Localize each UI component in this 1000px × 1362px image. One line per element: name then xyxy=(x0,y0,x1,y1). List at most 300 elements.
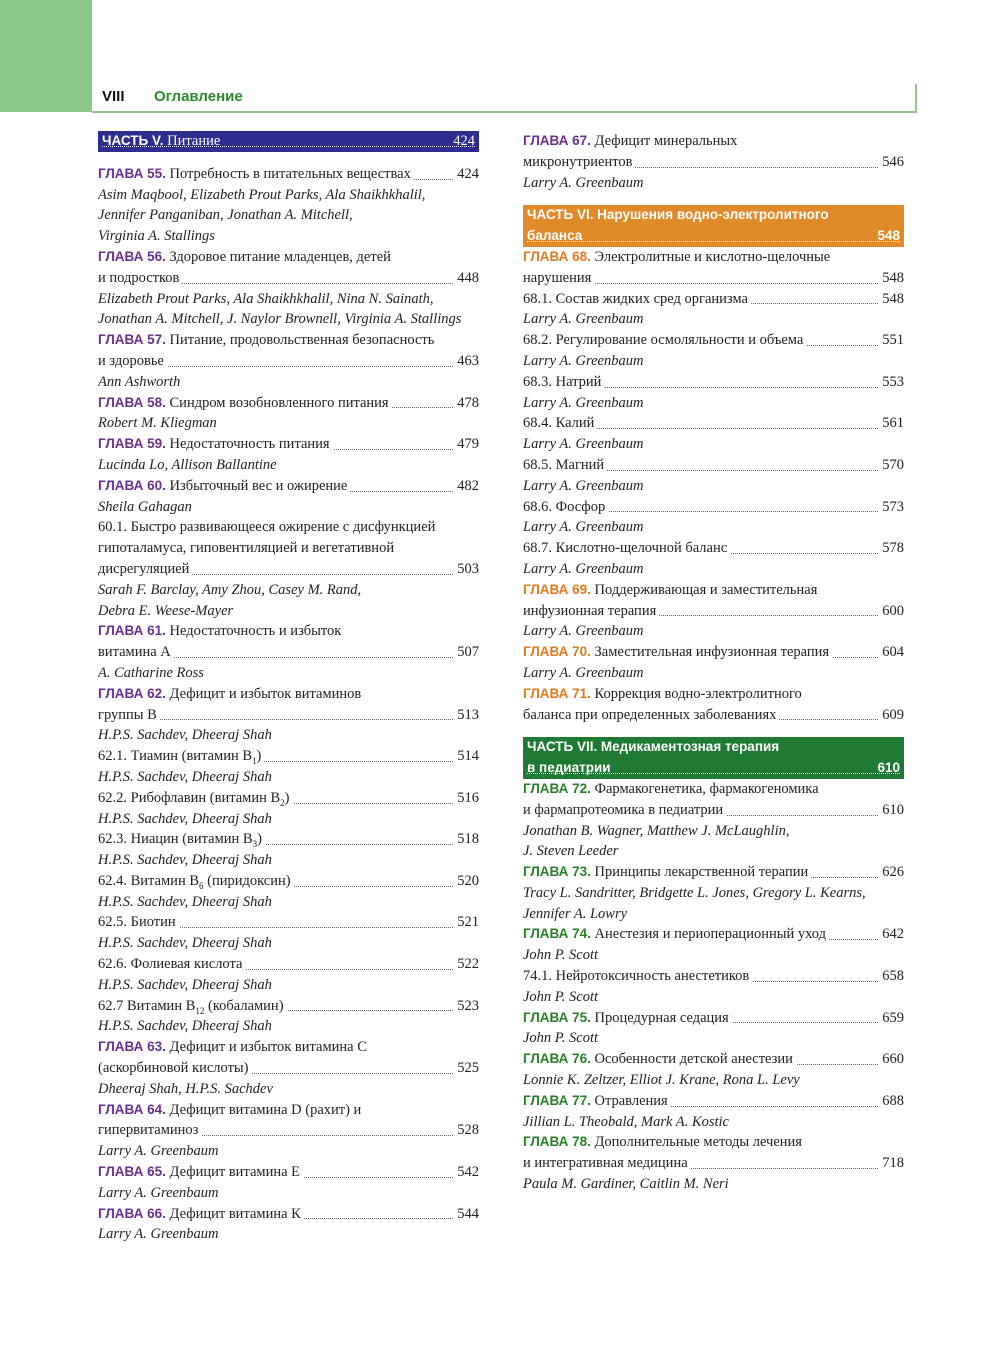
chapter-number: ГЛАВА 75. xyxy=(523,1009,591,1025)
toc-entry[interactable] xyxy=(523,497,904,518)
entry-title: Особенности детской анестезии xyxy=(594,1051,793,1068)
page-number: 518 xyxy=(454,829,479,850)
author-line xyxy=(523,821,904,842)
entry-title-cont: (пиридоксин) xyxy=(203,872,291,889)
entry-title: микронутриентов xyxy=(523,153,633,170)
entry-text xyxy=(98,436,333,452)
part-label: ЧАСТЬ VII. xyxy=(527,739,598,755)
toc-entry[interactable] xyxy=(523,1049,904,1070)
page-number: 642 xyxy=(879,924,904,945)
toc-entry[interactable] xyxy=(98,1204,479,1225)
toc-entry[interactable] xyxy=(523,538,904,559)
entry-text xyxy=(523,374,604,390)
toc-entry[interactable] xyxy=(98,330,479,351)
chapter-number: ГЛАВА 66. xyxy=(98,1205,166,1221)
entry-text xyxy=(98,332,437,348)
part-title-line xyxy=(527,205,900,226)
entry-title: 62.1. Тиамин (витамин В xyxy=(98,748,253,765)
entry-text xyxy=(98,249,394,265)
part-title xyxy=(102,133,223,149)
entry-text xyxy=(98,686,364,702)
entry-text xyxy=(98,623,344,639)
toc-entry[interactable] xyxy=(98,1120,479,1141)
toc-entry[interactable] xyxy=(523,800,904,821)
toc-entry[interactable] xyxy=(98,393,479,414)
author-line xyxy=(523,663,904,684)
entry-title: Поддерживающая и заместительная xyxy=(594,581,818,598)
entry-title-cont: ) xyxy=(256,748,262,765)
entry-title: 68.1. Состав жидких сред организма xyxy=(523,290,748,307)
toc-entry[interactable] xyxy=(98,1100,479,1121)
author-names: Larry A. Greenbaum xyxy=(523,519,646,535)
toc-entry[interactable] xyxy=(98,1162,479,1183)
toc-entry[interactable] xyxy=(98,164,479,185)
author-line xyxy=(523,904,904,925)
toc-entry[interactable] xyxy=(523,247,904,268)
chapter-number: ГЛАВА 67. xyxy=(523,133,591,148)
part-title-cont xyxy=(527,760,614,776)
spacer xyxy=(523,193,904,205)
page-number: VIII xyxy=(102,88,125,105)
page-number: 546 xyxy=(879,152,904,173)
author-names: Jonathan B. Wagner, Matthew J. McLaughlin, xyxy=(523,823,792,839)
entry-text xyxy=(523,864,811,880)
entry-text xyxy=(98,1122,201,1138)
author-line xyxy=(98,580,479,601)
page-number: 482 xyxy=(454,476,479,497)
toc-entry[interactable] xyxy=(98,788,479,809)
toc-entry[interactable] xyxy=(523,642,904,663)
entry-text xyxy=(523,582,820,598)
toc-entry[interactable] xyxy=(98,268,479,289)
page-number: 688 xyxy=(879,1091,904,1112)
author-line xyxy=(98,309,479,330)
page-number: 659 xyxy=(879,1008,904,1029)
part-name: Медикаментозная терапия xyxy=(600,739,780,755)
page-number: 553 xyxy=(879,372,904,393)
entry-title: Электролитные и кислотно-щелочные xyxy=(594,248,831,265)
author-line xyxy=(98,975,479,996)
entry-text xyxy=(98,1164,303,1180)
author-line xyxy=(523,883,904,904)
page-number: 424 xyxy=(454,164,479,185)
author-names: Larry A. Greenbaum xyxy=(98,1185,221,1201)
entry-title: 68.6. Фосфор xyxy=(523,498,606,515)
author-names: Larry A. Greenbaum xyxy=(523,623,646,639)
entry-title-cont: ) xyxy=(284,789,290,806)
author-line xyxy=(523,393,904,414)
author-line xyxy=(523,309,904,330)
page-number: 660 xyxy=(879,1049,904,1070)
author-names: Lucinda Lo, Allison Ballantine xyxy=(98,457,280,473)
page-number: 561 xyxy=(879,413,904,434)
part-header[interactable] xyxy=(523,737,904,779)
chapter-number: ГЛАВА 71. xyxy=(523,685,591,701)
toc-entry[interactable] xyxy=(98,1037,479,1058)
part-header[interactable] xyxy=(98,131,479,152)
author-line xyxy=(98,413,479,434)
author-names: Ann Ashworth xyxy=(98,374,183,390)
toc-entry[interactable] xyxy=(523,580,904,601)
author-line xyxy=(98,1224,479,1245)
author-line xyxy=(98,601,479,622)
entry-title: и здоровье xyxy=(98,352,164,369)
chapter-number: ГЛАВА 62. xyxy=(98,685,166,701)
entry-text xyxy=(523,540,730,556)
toc-entry[interactable] xyxy=(523,131,904,152)
chapter-number: ГЛАВА 58. xyxy=(98,394,166,410)
page-number: 578 xyxy=(879,538,904,559)
toc-entry[interactable] xyxy=(523,684,904,705)
entry-title: Фармакогенетика, фармакогеномика xyxy=(594,780,819,797)
chapter-number: ГЛАВА 60. xyxy=(98,477,166,493)
page-number: 478 xyxy=(454,393,479,414)
entry-text xyxy=(98,270,182,286)
entry-text xyxy=(98,998,287,1014)
page-number: 503 xyxy=(454,559,479,580)
author-names: H.P.S. Sachdev, Dheeraj Shah xyxy=(98,811,275,827)
toc-entry[interactable] xyxy=(523,330,904,351)
toc-entry[interactable] xyxy=(98,954,479,975)
author-names: Larry A. Greenbaum xyxy=(523,478,646,494)
author-names: Larry A. Greenbaum xyxy=(98,1143,221,1159)
author-names: Larry A. Greenbaum xyxy=(523,311,646,327)
author-line xyxy=(98,455,479,476)
entry-text xyxy=(98,166,414,182)
author-names: Larry A. Greenbaum xyxy=(523,561,646,577)
author-names: H.P.S. Sachdev, Dheeraj Shah xyxy=(98,852,275,868)
page-number: 570 xyxy=(879,455,904,476)
toc-entry[interactable] xyxy=(523,924,904,945)
author-names: H.P.S. Sachdev, Dheeraj Shah xyxy=(98,935,275,951)
entry-title: группы В xyxy=(98,706,157,723)
entry-title: 68.7. Кислотно-щелочной баланс xyxy=(523,540,728,557)
green-corner-tab xyxy=(0,0,92,112)
chapter-number: ГЛАВА 56. xyxy=(98,248,166,264)
toc-entry[interactable] xyxy=(98,996,479,1017)
part-title xyxy=(527,207,832,223)
entry-title: Заместительная инфузионная терапия xyxy=(594,644,830,661)
toc-entry[interactable] xyxy=(523,966,904,987)
entry-title: 68.2. Регулирование осмоляльности и объема xyxy=(523,332,804,349)
toc-entry[interactable] xyxy=(98,434,479,455)
entry-text xyxy=(523,1010,732,1026)
part-title xyxy=(527,739,782,755)
toc-entry[interactable] xyxy=(523,1091,904,1112)
entry-title: Избыточный вес и ожирение xyxy=(169,477,348,494)
author-line xyxy=(523,173,904,194)
entry-title: (аскорбиновой кислоты) xyxy=(98,1060,249,1077)
author-names: John P. Scott xyxy=(523,1030,601,1046)
author-names: A. Catharine Ross xyxy=(98,665,207,681)
toc-column-right xyxy=(523,131,904,1195)
entry-text xyxy=(98,1206,304,1222)
entry-title: 68.5. Магний xyxy=(523,456,605,473)
toc-entry[interactable] xyxy=(98,621,479,642)
part-header[interactable] xyxy=(523,205,904,247)
entry-title: 68.4. Калий xyxy=(523,415,595,432)
author-line xyxy=(98,497,479,518)
part-page: 424 xyxy=(453,133,475,149)
author-line xyxy=(98,226,479,247)
author-names: Larry A. Greenbaum xyxy=(523,395,646,411)
author-names: Jillian L. Theobald, Mark A. Kostic xyxy=(523,1114,732,1130)
part-page: 610 xyxy=(877,760,900,776)
part-title-cont xyxy=(527,228,585,244)
author-names: Larry A. Greenbaum xyxy=(523,175,646,191)
toc-entry[interactable] xyxy=(98,351,479,372)
part-title-line xyxy=(102,131,475,152)
entry-text xyxy=(98,395,392,411)
entry-text xyxy=(98,707,160,723)
part-page: 548 xyxy=(877,228,900,244)
author-line xyxy=(98,1079,479,1100)
entry-text xyxy=(523,249,833,265)
entry-title: гипервитаминоз xyxy=(98,1122,199,1139)
entry-title: Процедурная седация xyxy=(594,1009,729,1026)
author-line xyxy=(98,1016,479,1037)
author-names: John P. Scott xyxy=(523,947,601,963)
page-number: 528 xyxy=(454,1120,479,1141)
entry-text xyxy=(523,1093,671,1109)
subscript: 3 xyxy=(252,839,258,850)
author-names: H.P.S. Sachdev, Dheeraj Shah xyxy=(98,1018,275,1034)
entry-text xyxy=(98,790,293,806)
toc-entry[interactable] xyxy=(523,601,904,622)
entry-text xyxy=(98,478,350,494)
toc-entry[interactable] xyxy=(98,684,479,705)
author-names: Paula M. Gardiner, Caitlin M. Neri xyxy=(523,1176,732,1192)
chapter-number: ГЛАВА 68. xyxy=(523,248,591,264)
entry-text xyxy=(98,914,179,930)
toc-entry[interactable] xyxy=(523,862,904,883)
entry-text xyxy=(98,540,397,556)
author-names: Tracy L. Sandritter, Bridgette L. Jones, Gregory L. Kearns, xyxy=(523,885,869,901)
entry-title: 62.2. Рибофлавин (витамин В xyxy=(98,789,281,806)
toc-entry[interactable] xyxy=(523,289,904,310)
author-names: Larry A. Greenbaum xyxy=(523,436,646,452)
entry-text xyxy=(98,956,245,972)
part-title-line xyxy=(527,226,900,247)
toc-entry[interactable] xyxy=(98,476,479,497)
author-names: H.P.S. Sachdev, Dheeraj Shah xyxy=(98,977,275,993)
entry-text xyxy=(523,332,806,348)
toc-entry[interactable] xyxy=(98,912,479,933)
toc-entry[interactable] xyxy=(98,871,479,892)
author-names: Sarah F. Barclay, Amy Zhou, Casey M. Rand, xyxy=(98,582,364,598)
toc-entry[interactable] xyxy=(98,559,479,580)
part-title-line xyxy=(527,737,900,758)
author-line xyxy=(98,725,479,746)
author-line xyxy=(523,1028,904,1049)
entry-text xyxy=(523,926,829,942)
entry-text xyxy=(523,1134,805,1150)
author-names: Dheeraj Shah, H.P.S. Sachdev xyxy=(98,1081,276,1097)
author-line xyxy=(98,663,479,684)
author-names: H.P.S. Sachdev, Dheeraj Shah xyxy=(98,769,275,785)
entry-text xyxy=(523,644,832,660)
author-line xyxy=(98,1141,479,1162)
entry-text xyxy=(523,802,726,818)
chapter-number: ГЛАВА 55. xyxy=(98,165,166,181)
entry-title: баланса при определенных заболеваниях xyxy=(523,706,777,723)
entry-title: Недостаточность и избыток xyxy=(169,623,342,640)
author-line xyxy=(523,1070,904,1091)
chapter-number: ГЛАВА 69. xyxy=(523,581,591,597)
chapter-number: ГЛАВА 61. xyxy=(98,623,166,639)
page-number: 548 xyxy=(879,289,904,310)
author-line xyxy=(98,185,479,206)
author-line xyxy=(523,351,904,372)
entry-title: Синдром возобновленного питания xyxy=(169,394,389,411)
entry-title: 62.6. Фолиевая кислота xyxy=(98,956,243,973)
entry-text xyxy=(523,781,822,797)
entry-title: 62.4. Витамин В xyxy=(98,872,199,889)
subscript: 6 xyxy=(199,880,204,891)
page-number: 548 xyxy=(879,268,904,289)
part-name: Нарушения водно-электролитного xyxy=(597,207,829,223)
entry-text xyxy=(523,457,607,473)
entry-text xyxy=(523,270,594,286)
author-line xyxy=(523,1174,904,1195)
chapter-number: ГЛАВА 64. xyxy=(98,1101,166,1117)
entry-title: и фармапротеомика в педиатрии xyxy=(523,801,724,818)
page-number: 522 xyxy=(454,954,479,975)
entry-text xyxy=(523,1051,796,1067)
entry-title: Дефицит и избыток витаминов xyxy=(169,685,362,702)
toc-entry[interactable] xyxy=(98,705,479,726)
toc-entry[interactable] xyxy=(98,247,479,268)
author-names: H.P.S. Sachdev, Dheeraj Shah xyxy=(98,894,275,910)
toc-entry[interactable] xyxy=(98,746,479,767)
chapter-number: ГЛАВА 78. xyxy=(523,1134,591,1150)
toc-entry[interactable] xyxy=(523,779,904,800)
entry-title: Потребность в питательных веществах xyxy=(169,165,411,182)
page-number: 516 xyxy=(454,788,479,809)
toc-column-left xyxy=(98,131,479,1245)
entry-title: дисрегуляцией xyxy=(98,560,190,577)
part-label: ЧАСТЬ VI. xyxy=(527,207,594,223)
entry-title: Дефицит витамина Е xyxy=(169,1164,301,1181)
entry-title: Коррекция водно-электролитного xyxy=(594,685,802,702)
page-number: 523 xyxy=(454,996,479,1017)
author-line xyxy=(98,372,479,393)
entry-text xyxy=(98,1039,370,1055)
spacer xyxy=(523,725,904,737)
toc-entry[interactable] xyxy=(523,455,904,476)
author-line xyxy=(98,850,479,871)
chapter-number: ГЛАВА 77. xyxy=(523,1092,591,1108)
entry-title: 68.3. Натрий xyxy=(523,373,602,390)
entry-title: Дефицит минеральных xyxy=(594,133,738,149)
page-number: 658 xyxy=(879,966,904,987)
part-name-cont: баланса xyxy=(527,228,583,244)
author-line xyxy=(523,476,904,497)
author-line xyxy=(523,841,904,862)
page-header xyxy=(92,84,917,113)
entry-title: 74.1. Нейротоксичность анестетиков xyxy=(523,968,750,985)
author-names: H.P.S. Sachdev, Dheeraj Shah xyxy=(98,727,275,743)
entry-title: нарушения xyxy=(523,269,592,286)
page-number: 463 xyxy=(454,351,479,372)
subscript: 12 xyxy=(195,1005,205,1016)
author-line xyxy=(98,205,479,226)
part-title-line xyxy=(527,758,900,779)
toc-entry[interactable] xyxy=(98,538,479,559)
entry-text xyxy=(523,707,779,723)
toc-entry[interactable] xyxy=(523,372,904,393)
entry-title: Здоровое питание младенцев, детей xyxy=(169,248,391,265)
toc-entry[interactable] xyxy=(98,642,479,663)
entry-text xyxy=(523,1155,691,1171)
author-line xyxy=(523,945,904,966)
page-number: 513 xyxy=(454,705,479,726)
page-number: 604 xyxy=(879,642,904,663)
page-number: 626 xyxy=(879,862,904,883)
entry-title: гипоталамуса, гиповентиляцией и вегетативной xyxy=(98,540,395,557)
author-line xyxy=(98,1183,479,1204)
author-names: Jennifer A. Lowry xyxy=(523,906,630,922)
entry-title: витамина А xyxy=(98,644,171,661)
entry-title: 60.1. Быстро развивающееся ожирение с дисфункцией xyxy=(98,519,436,536)
chapter-number: ГЛАВА 70. xyxy=(523,644,591,660)
entry-text xyxy=(98,353,167,369)
toc-entry[interactable] xyxy=(98,1058,479,1079)
toc-entry[interactable] xyxy=(523,152,904,173)
toc-entry[interactable] xyxy=(98,517,479,538)
page-number: 520 xyxy=(454,871,479,892)
toc-entry[interactable] xyxy=(523,1132,904,1153)
toc-entry[interactable] xyxy=(523,1008,904,1029)
entry-title: инфузионная терапия xyxy=(523,602,657,619)
author-line xyxy=(98,289,479,310)
toc-entry[interactable] xyxy=(523,413,904,434)
author-names: Robert M. Kliegman xyxy=(98,415,220,431)
page-number: 573 xyxy=(879,497,904,518)
entry-text xyxy=(523,686,805,702)
entry-text xyxy=(98,644,174,660)
author-line xyxy=(523,1112,904,1133)
entry-title-cont: ) xyxy=(257,831,262,848)
entry-text xyxy=(523,154,635,170)
entry-text xyxy=(523,499,608,515)
entry-title: Анестезия и периоперационный уход xyxy=(594,926,827,943)
author-names: J. Steven Leeder xyxy=(523,843,621,859)
toc-entry[interactable] xyxy=(523,705,904,726)
entry-title: Дефицит и избыток витамина С xyxy=(169,1039,367,1056)
entry-text xyxy=(98,873,294,889)
author-names: John P. Scott xyxy=(523,989,601,1005)
part-label: ЧАСТЬ V. xyxy=(102,133,164,148)
entry-title-cont: (кобаламин) xyxy=(204,997,284,1014)
entry-text xyxy=(523,415,597,431)
entry-text xyxy=(98,748,264,764)
author-names: Larry A. Greenbaum xyxy=(98,1226,221,1242)
entry-title: Дефицит витамина К xyxy=(169,1205,301,1222)
toc-entry[interactable] xyxy=(523,1153,904,1174)
author-names: Jennifer Panganiban, Jonathan A. Mitchell, xyxy=(98,207,356,223)
author-line xyxy=(98,933,479,954)
entry-text xyxy=(98,561,192,577)
page-number: 521 xyxy=(454,912,479,933)
entry-title: Недостаточность питания xyxy=(169,436,330,453)
part-name-cont: в педиатрии xyxy=(527,760,611,776)
page-number: 542 xyxy=(454,1162,479,1183)
toc-entry[interactable] xyxy=(523,268,904,289)
toc-entry[interactable] xyxy=(98,829,479,850)
entry-title: 62.7 Витамин В xyxy=(98,997,196,1014)
author-line xyxy=(98,892,479,913)
